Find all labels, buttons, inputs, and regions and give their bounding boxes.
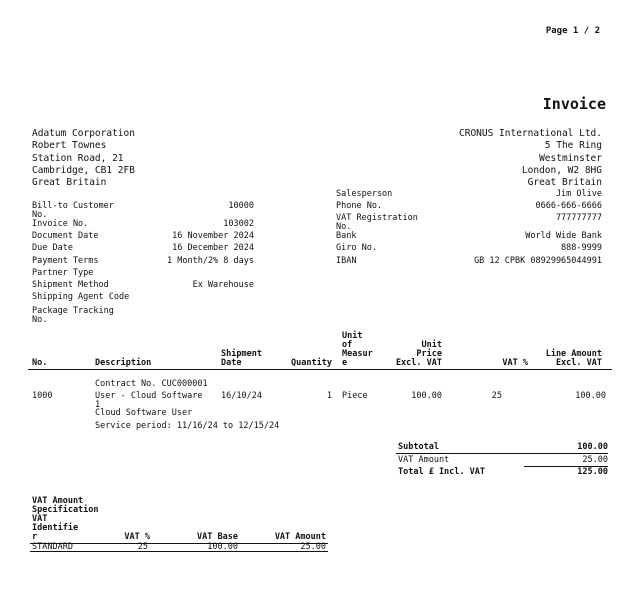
document-date-label: Document Date — [32, 231, 99, 241]
col-no: No. — [32, 358, 48, 368]
col-unit-price: Unit — [421, 340, 442, 350]
invoice-no-label: Invoice No. — [32, 219, 89, 229]
bank-label: Bank — [336, 231, 357, 241]
vat-spec-header-divider — [30, 543, 328, 544]
address-line: London, W2 8HG — [521, 165, 602, 176]
vat-spec-row-vat-amount: 25.00 — [300, 542, 326, 552]
address-line: Robert Townes — [32, 140, 107, 151]
shipment-method-value: Ex Warehouse — [192, 280, 254, 290]
line-description-cont: 1 — [95, 400, 101, 410]
subtotal-divider — [396, 453, 608, 454]
col-vat-percent: VAT % — [502, 358, 528, 368]
col-quantity: Quantity — [291, 358, 332, 368]
salesperson-label: Salesperson — [336, 189, 393, 199]
col-unit-of-measure-cont: of — [342, 340, 353, 350]
package-tracking-label: Package Tracking — [32, 306, 114, 316]
phone-value: 0666-666-6666 — [535, 201, 602, 211]
line-quantity: 1 — [326, 391, 332, 401]
document-title: Invoice — [542, 95, 606, 113]
col-description: Description — [95, 358, 152, 368]
subtotal-value: 100.00 — [577, 442, 608, 452]
payment-terms-value: 1 Month/2% 8 days — [167, 256, 254, 266]
bill-to-label-cont: No. — [32, 210, 48, 220]
shipment-method-label: Shipment Method — [32, 280, 109, 290]
vat-spec-row-vat-base: 100.00 — [207, 542, 238, 552]
line-extra-description: Cloud Software User — [95, 408, 193, 418]
lines-header-divider — [28, 369, 612, 370]
shipping-agent-label: Shipping Agent Code — [32, 292, 130, 302]
bill-to-label: Bill-to Customer — [32, 201, 114, 211]
col-unit-price-cont: Excl. VAT — [395, 358, 442, 368]
col-unit-price-cont: Price — [416, 349, 442, 359]
vat-spec-col-vat-percent: VAT % — [124, 532, 150, 542]
vat-spec-col-identifier-cont: r — [32, 532, 38, 542]
vat-spec-title-cont: Specification — [32, 505, 99, 515]
address-line: CRONUS International Ltd. — [459, 128, 602, 139]
col-line-amount-cont: Excl. VAT — [555, 358, 602, 368]
due-date-value: 16 December 2024 — [172, 243, 254, 253]
address-line: Adatum Corporation — [32, 128, 135, 139]
col-shipment-date: Shipment — [221, 349, 262, 359]
address-line: Great Britain — [32, 177, 107, 188]
vat-spec-row-vat-percent: 25 — [137, 542, 148, 552]
bank-value: World Wide Bank — [525, 231, 602, 241]
giro-label: Giro No. — [336, 243, 377, 253]
vat-registration-label-cont: No. — [336, 222, 352, 232]
iban-value: GB 12 CPBK 08929965044991 — [474, 256, 602, 266]
vat-spec-col-vat-base: VAT Base — [197, 532, 238, 542]
vat-amount-value: 25.00 — [582, 455, 608, 465]
payment-terms-label: Payment Terms — [32, 256, 99, 266]
col-shipment-date-cont: Date — [221, 358, 242, 368]
line-vat-percent: 25 — [491, 391, 502, 401]
col-unit-of-measure: Unit — [342, 331, 363, 341]
bill-to-value: 10000 — [228, 201, 254, 211]
salesperson-value: Jim Olive — [555, 189, 602, 199]
address-line: Cambridge, CB1 2FB — [32, 165, 135, 176]
due-date-label: Due Date — [32, 243, 73, 253]
address-line: Station Road, 21 — [32, 153, 124, 164]
page-number: Page 1 / 2 — [545, 26, 600, 36]
iban-label: IBAN — [336, 256, 357, 266]
col-line-amount: Line Amount — [545, 349, 602, 359]
line-unit-of-measure: Piece — [342, 391, 368, 401]
col-unit-of-measure-cont: Measur — [342, 349, 373, 359]
vat-amount-label: VAT Amount — [398, 455, 450, 465]
line-unit-price: 100.00 — [411, 391, 442, 401]
vat-spec-col-vat-amount: VAT Amount — [274, 532, 326, 542]
address-line: 5 The Ring — [544, 140, 602, 151]
line-description: User - Cloud Software — [95, 391, 203, 401]
address-line: Westminster — [539, 153, 602, 164]
vat-spec-row-identifier: STANDARD — [32, 542, 73, 552]
total-value: 125.00 — [577, 467, 608, 477]
line-service-period: Service period: 11/16/24 to 12/15/24 — [95, 421, 280, 431]
address-line: Great Britain — [527, 177, 602, 188]
col-unit-of-measure-cont: e — [342, 358, 348, 368]
vat-registration-value: 777777777 — [555, 213, 602, 223]
invoice-no-value: 103002 — [223, 219, 254, 229]
vat-spec-col-identifier: VAT — [32, 514, 48, 524]
line-no: 1000 — [32, 391, 53, 401]
giro-value: 888-9999 — [561, 243, 602, 253]
contract-no: Contract No. CUC000001 — [95, 379, 208, 389]
subtotal-label: Subtotal — [398, 442, 439, 452]
line-shipment-date: 16/10/24 — [221, 391, 262, 401]
vat-spec-title: VAT Amount — [32, 496, 84, 506]
line-amount: 100.00 — [575, 391, 606, 401]
vat-spec-col-identifier-cont: Identifie — [32, 523, 79, 533]
total-label: Total £ Incl. VAT — [398, 467, 485, 477]
document-date-value: 16 November 2024 — [172, 231, 254, 241]
package-tracking-label-cont: No. — [32, 315, 48, 325]
vat-spec-row-divider — [30, 551, 328, 552]
vat-registration-label: VAT Registration — [336, 213, 418, 223]
phone-label: Phone No. — [336, 201, 383, 211]
partner-type-label: Partner Type — [32, 268, 94, 278]
